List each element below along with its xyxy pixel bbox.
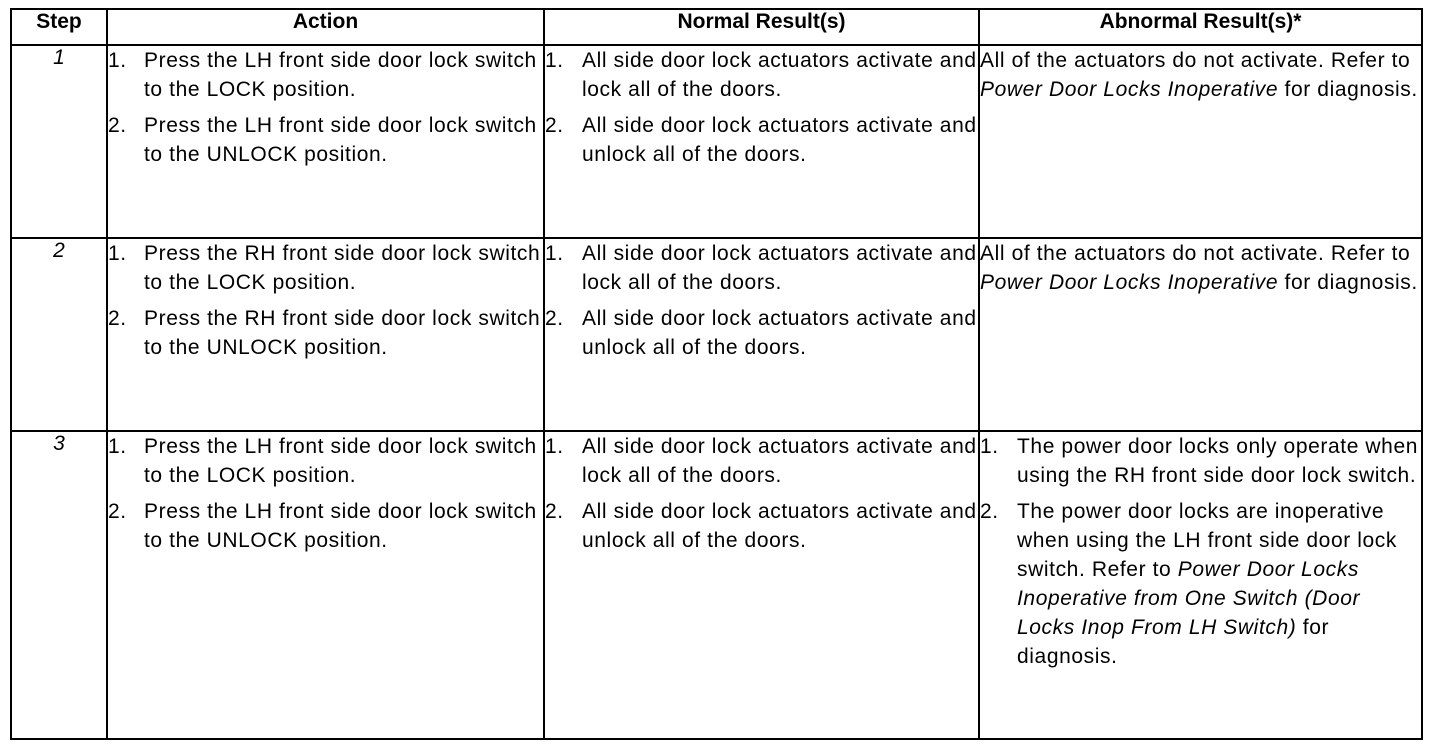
header-normal: Normal Result(s) (544, 9, 979, 45)
item-number: 1. (108, 435, 127, 458)
item-text: Press the RH front side door lock switch to the LOCK position. (144, 242, 541, 294)
item-text: Press the LH front side door lock switch to the LOCK position. (144, 49, 537, 101)
item-text: Press the RH front side door lock switch to the UNLOCK position. (144, 307, 541, 359)
item-text: Press the LH front side door lock switch to the UNLOCK position. (144, 114, 537, 166)
header-abnormal: Abnormal Result(s)* (979, 9, 1422, 45)
abnormal-text: All of the actuators do not activate. Refer to (980, 49, 1411, 72)
table-row (11, 45, 1422, 238)
list-item (545, 46, 978, 104)
list-item (545, 304, 978, 362)
abnormal-result-cell (979, 238, 1422, 431)
action-cell (107, 431, 544, 739)
item-text: Press the LH front side door lock switch to the UNLOCK position. (144, 500, 537, 552)
item-text: All side door lock actuators activate and unlock all of the doors. (582, 307, 977, 359)
normal-result-cell (544, 45, 979, 238)
list-item (108, 304, 543, 362)
list-item (545, 111, 978, 169)
item-number: 1. (545, 435, 564, 458)
item-number: 2. (545, 307, 564, 330)
list-item (980, 497, 1421, 671)
item-text: Press the LH front side door lock switch to the LOCK position. (144, 435, 537, 487)
abnormal-result-cell (979, 45, 1422, 238)
list-item (108, 432, 543, 490)
item-text: The power door locks only operate when using the RH front side door lock switch. (1017, 435, 1419, 487)
list-item (108, 111, 543, 169)
item-number: 2. (108, 500, 127, 523)
normal-result-cell (544, 238, 979, 431)
item-text: All side door lock actuators activate and lock all of the doors. (582, 242, 977, 294)
list-item (108, 239, 543, 297)
diagnostic-table (10, 8, 1423, 740)
list-item (545, 239, 978, 297)
item-text: All side door lock actuators activate and unlock all of the doors. (582, 114, 977, 166)
header-action: Action (107, 9, 544, 45)
item-number: 1. (108, 49, 127, 72)
abnormal-result-cell (979, 431, 1422, 739)
list-item (545, 432, 978, 490)
action-cell (107, 45, 544, 238)
abnormal-text-end: for diagnosis. (1278, 271, 1418, 294)
step-number: 3 (11, 431, 107, 739)
table-row (11, 431, 1422, 739)
item-number: 2. (108, 307, 127, 330)
abnormal-text-end: for diagnosis. (1278, 78, 1418, 101)
reference-link-text: Power Door Locks Inoperative (980, 78, 1279, 101)
table-row (11, 238, 1422, 431)
reference-link-text: Power Door Locks Inoperative from One Switch (Door Locks Inop From LH Switch) (1017, 558, 1361, 639)
item-text: All side door lock actuators activate and lock all of the doors. (582, 435, 977, 487)
item-text: The power door locks are inoperative when using the LH front side door lock switch. Refer to (1017, 500, 1398, 581)
header-step: Step (11, 9, 107, 45)
action-cell (107, 238, 544, 431)
item-text-end: for diagnosis. (1017, 616, 1330, 668)
header-row (11, 9, 1422, 45)
item-number: 2. (545, 114, 564, 137)
list-item (108, 46, 543, 104)
list-item (980, 432, 1421, 490)
item-text: All side door lock actuators activate and unlock all of the doors. (582, 500, 977, 552)
list-item (545, 497, 978, 555)
item-number: 1. (108, 242, 127, 265)
item-number: 1. (980, 435, 999, 458)
reference-link-text: Power Door Locks Inoperative (980, 271, 1279, 294)
abnormal-text: All of the actuators do not activate. Refer to (980, 242, 1411, 265)
item-number: 2. (545, 500, 564, 523)
list-item (108, 497, 543, 555)
item-number: 2. (108, 114, 127, 137)
normal-result-cell (544, 431, 979, 739)
item-number: 1. (545, 49, 564, 72)
item-number: 1. (545, 242, 564, 265)
step-number: 1 (11, 45, 107, 238)
item-number: 2. (980, 500, 999, 523)
step-number: 2 (11, 238, 107, 431)
item-text: All side door lock actuators activate and lock all of the doors. (582, 49, 977, 101)
